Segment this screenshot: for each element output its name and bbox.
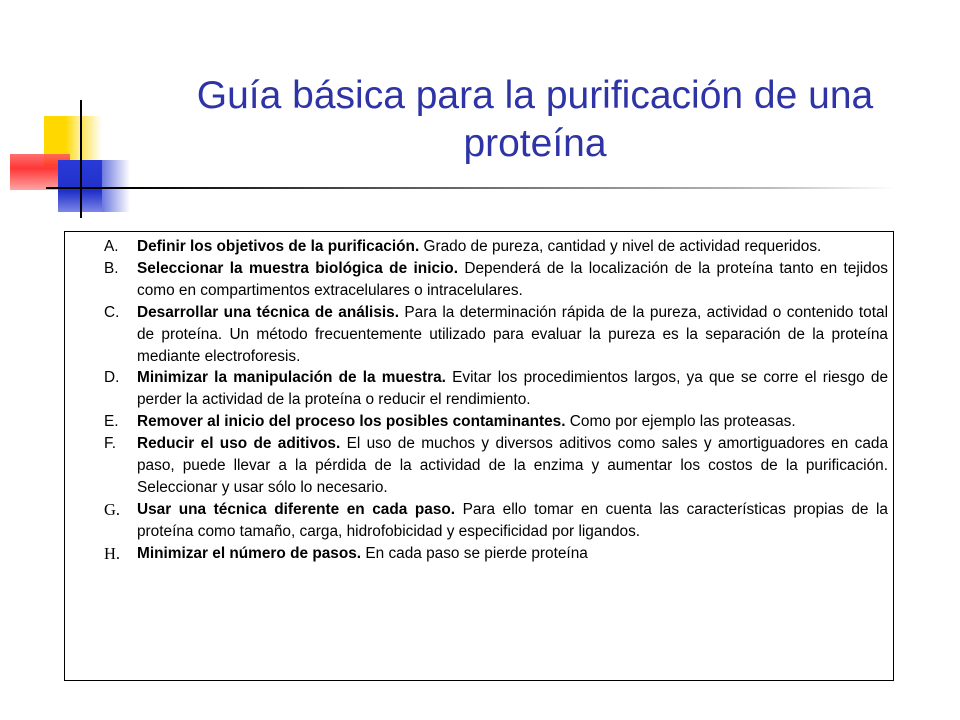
item-heading: Desarrollar una técnica de análisis. [137,303,400,321]
yellow-square-fade [80,116,102,166]
item-text: Como por ejemplo las proteasas. [565,413,796,431]
item-heading: Definir los objetivos de la purificación. [137,238,420,255]
list-item [104,367,888,411]
item-text: Evitar los procedimientos largos, ya que se corre el riesgo de perder la actividad de la proteína o reducir el rendimiento. [137,369,889,409]
list-item [104,258,888,302]
item-heading: Usar una técnica diferente en cada paso. [137,500,456,518]
item-text: El uso de muchos y diversos aditivos como sales y amortiguadores en cada paso, puede llevar a la pérdida de la actividad de la enzima y aumentar los costos de la purificación. Seleccionar y usar sólo lo necesario. [137,435,889,496]
item-letter: E. [104,413,119,431]
item-heading: Minimizar el número de pasos. [137,544,362,562]
item-heading: Seleccionar la muestra biológica de inicio. [137,259,458,277]
item-letter: H. [104,543,121,563]
item-heading: Reducir el uso de aditivos. [137,435,341,453]
list-item [104,499,888,543]
list-item [104,236,888,258]
vertical-rule [80,100,82,218]
item-text: Para la determinación rápida de la pureza, actividad o contenido total de proteína. Un método frecuentemente utilizado para evaluar la pureza es la separación de la proteína mediante electroforesis. [137,303,888,365]
item-text: En cada paso se pierde proteína [361,544,588,562]
title-underline [46,187,896,189]
guide-list [104,236,888,565]
list-item [104,302,888,368]
blue-square-fade [102,160,130,212]
slide-title: Guía básica para la purificación de una proteína [196,74,874,165]
item-letter: B. [104,259,119,277]
item-heading: Remover al inicio del proceso los posibles contaminantes. [137,413,566,431]
item-letter: A. [104,238,119,255]
item-letter: C. [104,303,120,321]
item-text: Dependerá de la localización de la proteína tanto en tejidos como en compartimentos extracelulares o intracelulares. [137,259,888,299]
list-item [104,411,888,433]
item-letter: G. [104,499,121,519]
list-item [104,433,888,499]
item-heading: Minimizar la manipulación de la muestra. [137,369,446,387]
list-item [104,543,888,565]
item-text: Para ello tomar en cuenta las características propias de la proteína como tamaño, carga, hidrofobicidad y especificidad por ligandos. [137,500,888,540]
item-letter: D. [104,369,120,387]
item-letter: F. [104,435,116,453]
item-text: Grado de pureza, cantidad y nivel de actividad requeridos. [419,238,822,255]
